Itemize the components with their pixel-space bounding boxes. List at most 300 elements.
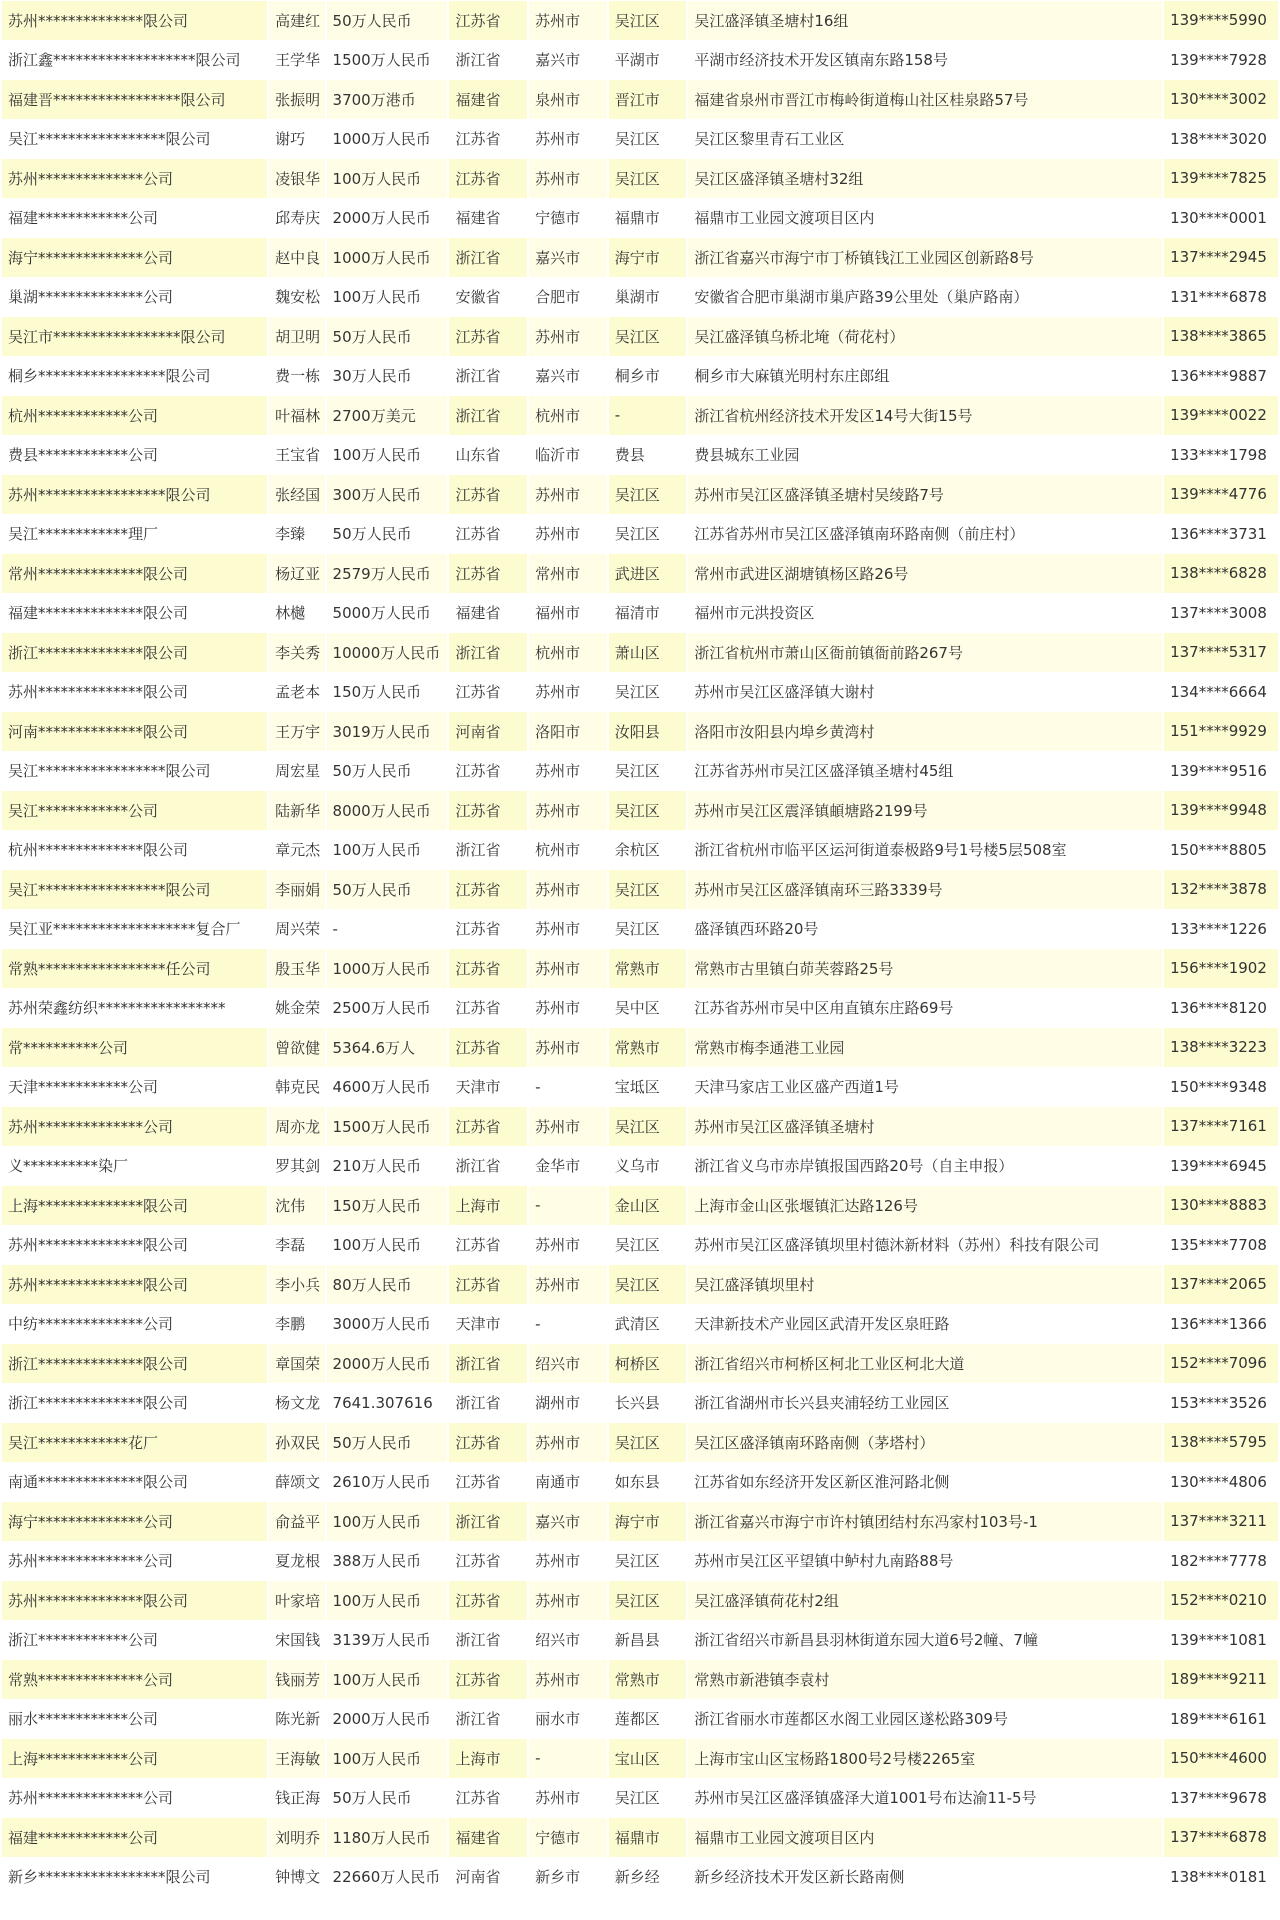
phone-cell: 137****9678 <box>1164 1779 1278 1818</box>
city-cell: 杭州市 <box>529 396 607 435</box>
address-cell: 上海市金山区张堰镇汇达路126号 <box>688 1186 1162 1225</box>
city-cell: 苏州市 <box>529 949 607 988</box>
phone-cell: 139****7928 <box>1164 41 1278 80</box>
address-cell: 吴江区黎里青石工业区 <box>688 120 1162 159</box>
table-row <box>2 1660 1278 1699</box>
city-cell: 嘉兴市 <box>529 1502 607 1541</box>
table-row <box>2 1265 1278 1304</box>
phone-cell: 138****5795 <box>1164 1423 1278 1462</box>
province-cell: 浙江省 <box>449 1384 527 1423</box>
company-name-cell: 福建************公司 <box>2 1818 267 1857</box>
legal-person-cell: 王宝省 <box>269 436 324 475</box>
address-cell: 天津马家店工业区盛产西道1号 <box>688 1068 1162 1107</box>
city-cell: 常州市 <box>529 554 607 593</box>
address-cell: 江苏省苏州市吴江区盛泽镇南环路南侧（前庄村） <box>688 515 1162 554</box>
district-cell: 吴江区 <box>609 1542 687 1581</box>
company-name-cell: 费县************公司 <box>2 436 267 475</box>
table-row <box>2 120 1278 159</box>
district-cell: 吴江区 <box>609 1423 687 1462</box>
phone-cell: 156****1902 <box>1164 949 1278 988</box>
phone-cell: 153****3526 <box>1164 1384 1278 1423</box>
city-cell: 金华市 <box>529 1147 607 1186</box>
company-name-cell: 浙江**************限公司 <box>2 1344 267 1383</box>
registered-capital-cell: 50万人民币 <box>327 1423 448 1462</box>
legal-person-cell: 赵中良 <box>269 238 324 277</box>
district-cell: 吴江区 <box>609 1107 687 1146</box>
district-cell: 吴江区 <box>609 673 687 712</box>
legal-person-cell: 李关秀 <box>269 633 324 672</box>
city-cell: 苏州市 <box>529 515 607 554</box>
registered-capital-cell: 3139万人民币 <box>327 1621 448 1660</box>
legal-person-cell: 章元杰 <box>269 831 324 870</box>
legal-person-cell: 夏龙根 <box>269 1542 324 1581</box>
table-row <box>2 199 1278 238</box>
registered-capital-cell: 5364.6万人 <box>327 1028 448 1067</box>
phone-cell: 137****3211 <box>1164 1502 1278 1541</box>
city-cell: 苏州市 <box>529 317 607 356</box>
legal-person-cell: 张振明 <box>269 80 324 119</box>
table-row <box>2 238 1278 277</box>
company-name-cell: 常熟*****************任公司 <box>2 949 267 988</box>
registered-capital-cell: 1000万人民币 <box>327 238 448 277</box>
registered-capital-cell: 80万人民币 <box>327 1265 448 1304</box>
registered-capital-cell: 4600万人民币 <box>327 1068 448 1107</box>
district-cell: 武清区 <box>609 1305 687 1344</box>
province-cell: 江苏省 <box>449 989 527 1028</box>
phone-cell: 139****4776 <box>1164 475 1278 514</box>
phone-cell: 150****8805 <box>1164 831 1278 870</box>
legal-person-cell: 叶家培 <box>269 1581 324 1620</box>
phone-cell: 133****1226 <box>1164 910 1278 949</box>
company-name-cell: 苏州*****************限公司 <box>2 475 267 514</box>
phone-cell: 138****6828 <box>1164 554 1278 593</box>
address-cell: 苏州市吴江区盛泽镇圣塘村吴绫路7号 <box>688 475 1162 514</box>
phone-cell: 139****1081 <box>1164 1621 1278 1660</box>
legal-person-cell: 沈伟 <box>269 1186 324 1225</box>
district-cell: 新昌县 <box>609 1621 687 1660</box>
city-cell: 杭州市 <box>529 633 607 672</box>
city-cell: 嘉兴市 <box>529 41 607 80</box>
city-cell: 苏州市 <box>529 1423 607 1462</box>
registered-capital-cell: 150万人民币 <box>327 1186 448 1225</box>
province-cell: 江苏省 <box>449 317 527 356</box>
registered-capital-cell: 50万人民币 <box>327 1779 448 1818</box>
district-cell: 吴江区 <box>609 870 687 909</box>
company-name-cell: 苏州**************公司 <box>2 1107 267 1146</box>
phone-cell: 182****7778 <box>1164 1542 1278 1581</box>
city-cell: 苏州市 <box>529 1581 607 1620</box>
district-cell: 海宁市 <box>609 238 687 277</box>
district-cell: 吴江区 <box>609 910 687 949</box>
company-name-cell: 南通**************限公司 <box>2 1463 267 1502</box>
registered-capital-cell: 100万人民币 <box>327 159 448 198</box>
province-cell: 江苏省 <box>449 791 527 830</box>
address-cell: 苏州市吴江区盛泽镇盛泽大道1001号布达渝11-5号 <box>688 1779 1162 1818</box>
registered-capital-cell: 210万人民币 <box>327 1147 448 1186</box>
phone-cell: 132****3878 <box>1164 870 1278 909</box>
legal-person-cell: 杨文龙 <box>269 1384 324 1423</box>
city-cell: 苏州市 <box>529 1028 607 1067</box>
company-name-cell: 上海**************限公司 <box>2 1186 267 1225</box>
company-name-cell: 苏州**************限公司 <box>2 1226 267 1265</box>
province-cell: 浙江省 <box>449 41 527 80</box>
province-cell: 江苏省 <box>449 1660 527 1699</box>
district-cell: 常熟市 <box>609 1028 687 1067</box>
legal-person-cell: 凌银华 <box>269 159 324 198</box>
phone-cell: 133****1798 <box>1164 436 1278 475</box>
province-cell: 江苏省 <box>449 910 527 949</box>
legal-person-cell: 张经国 <box>269 475 324 514</box>
province-cell: 江苏省 <box>449 120 527 159</box>
legal-person-cell: 高建红 <box>269 1 324 40</box>
table-row <box>2 357 1278 396</box>
province-cell: 浙江省 <box>449 1344 527 1383</box>
company-name-cell: 桐乡*****************限公司 <box>2 357 267 396</box>
city-cell: 丽水市 <box>529 1700 607 1739</box>
city-cell: 福州市 <box>529 594 607 633</box>
table-body <box>2 1 1278 1896</box>
phone-cell: 152****7096 <box>1164 1344 1278 1383</box>
province-cell: 江苏省 <box>449 515 527 554</box>
district-cell: 新乡经 <box>609 1858 687 1897</box>
table-row <box>2 1818 1278 1857</box>
company-name-cell: 常熟**************公司 <box>2 1660 267 1699</box>
district-cell: 长兴县 <box>609 1384 687 1423</box>
table-row <box>2 159 1278 198</box>
legal-person-cell: 章国荣 <box>269 1344 324 1383</box>
district-cell: 金山区 <box>609 1186 687 1225</box>
legal-person-cell: 陈光新 <box>269 1700 324 1739</box>
province-cell: 浙江省 <box>449 633 527 672</box>
address-cell: 江苏省如东经济开发区新区淮河路北侧 <box>688 1463 1162 1502</box>
legal-person-cell: 李小兵 <box>269 1265 324 1304</box>
company-name-cell: 吴江************理厂 <box>2 515 267 554</box>
company-name-cell: 巢湖**************公司 <box>2 278 267 317</box>
registered-capital-cell: 2700万美元 <box>327 396 448 435</box>
address-cell: 浙江省绍兴市新昌县羽林街道东园大道6号2幢、7幢 <box>688 1621 1162 1660</box>
table-row <box>2 1 1278 40</box>
table-row <box>2 515 1278 554</box>
district-cell: 福鼎市 <box>609 1818 687 1857</box>
district-cell: - <box>609 396 687 435</box>
phone-cell: 139****0022 <box>1164 396 1278 435</box>
table-row <box>2 1147 1278 1186</box>
province-cell: 山东省 <box>449 436 527 475</box>
district-cell: 常熟市 <box>609 1660 687 1699</box>
city-cell: 苏州市 <box>529 1660 607 1699</box>
table-row <box>2 1068 1278 1107</box>
registered-capital-cell: 50万人民币 <box>327 317 448 356</box>
legal-person-cell: 俞益平 <box>269 1502 324 1541</box>
district-cell: 汝阳县 <box>609 712 687 751</box>
address-cell: 平湖市经济技术开发区镇南东路158号 <box>688 41 1162 80</box>
registered-capital-cell: 50万人民币 <box>327 870 448 909</box>
city-cell: - <box>529 1186 607 1225</box>
registered-capital-cell: 8000万人民币 <box>327 791 448 830</box>
city-cell: 洛阳市 <box>529 712 607 751</box>
registered-capital-cell: 50万人民币 <box>327 515 448 554</box>
district-cell: 吴江区 <box>609 317 687 356</box>
company-name-cell: 吴江************公司 <box>2 791 267 830</box>
table-row <box>2 1305 1278 1344</box>
province-cell: 江苏省 <box>449 949 527 988</box>
legal-person-cell: 王万宇 <box>269 712 324 751</box>
registered-capital-cell: 3019万人民币 <box>327 712 448 751</box>
phone-cell: 136****8120 <box>1164 989 1278 1028</box>
registered-capital-cell: 1000万人民币 <box>327 120 448 159</box>
phone-cell: 130****0001 <box>1164 199 1278 238</box>
registered-capital-cell: 100万人民币 <box>327 278 448 317</box>
company-name-cell: 苏州**************公司 <box>2 1542 267 1581</box>
table-row <box>2 831 1278 870</box>
table-row <box>2 594 1278 633</box>
registered-capital-cell: 388万人民币 <box>327 1542 448 1581</box>
city-cell: 嘉兴市 <box>529 238 607 277</box>
district-cell: 义乌市 <box>609 1147 687 1186</box>
city-cell: 苏州市 <box>529 1542 607 1581</box>
legal-person-cell: 刘明乔 <box>269 1818 324 1857</box>
city-cell: 新乡市 <box>529 1858 607 1897</box>
phone-cell: 138****3020 <box>1164 120 1278 159</box>
phone-cell: 136****3731 <box>1164 515 1278 554</box>
district-cell: 吴江区 <box>609 1226 687 1265</box>
company-name-cell: 浙江************公司 <box>2 1621 267 1660</box>
phone-cell: 138****0181 <box>1164 1858 1278 1897</box>
phone-cell: 130****8883 <box>1164 1186 1278 1225</box>
city-cell: 苏州市 <box>529 1226 607 1265</box>
company-name-cell: 中纺**************公司 <box>2 1305 267 1344</box>
registered-capital-cell: 3700万港币 <box>327 80 448 119</box>
table-row <box>2 1779 1278 1818</box>
province-cell: 江苏省 <box>449 1226 527 1265</box>
district-cell: 费县 <box>609 436 687 475</box>
province-cell: 江苏省 <box>449 1028 527 1067</box>
province-cell: 江苏省 <box>449 1423 527 1462</box>
legal-person-cell: 杨辽亚 <box>269 554 324 593</box>
address-cell: 吴江盛泽镇乌桥北埯（荷花村） <box>688 317 1162 356</box>
province-cell: 河南省 <box>449 712 527 751</box>
legal-person-cell: 李丽娟 <box>269 870 324 909</box>
legal-person-cell: 曾欲健 <box>269 1028 324 1067</box>
registered-capital-cell: 1500万人民币 <box>327 41 448 80</box>
district-cell: 柯桥区 <box>609 1344 687 1383</box>
address-cell: 苏州市吴江区平望镇中鲈村九南路88号 <box>688 1542 1162 1581</box>
city-cell: 苏州市 <box>529 1 607 40</box>
company-name-cell: 吴江亚*******************复合厂 <box>2 910 267 949</box>
address-cell: 浙江省义乌市赤岸镇报国西路20号（自主申报） <box>688 1147 1162 1186</box>
legal-person-cell: 宋国钱 <box>269 1621 324 1660</box>
table-row <box>2 989 1278 1028</box>
province-cell: 浙江省 <box>449 357 527 396</box>
province-cell: 江苏省 <box>449 1107 527 1146</box>
phone-cell: 137****6878 <box>1164 1818 1278 1857</box>
city-cell: 绍兴市 <box>529 1344 607 1383</box>
address-cell: 福州市元洪投资区 <box>688 594 1162 633</box>
company-name-cell: 福建************公司 <box>2 199 267 238</box>
phone-cell: 131****6878 <box>1164 278 1278 317</box>
phone-cell: 139****9516 <box>1164 752 1278 791</box>
phone-cell: 135****7708 <box>1164 1226 1278 1265</box>
district-cell: 武进区 <box>609 554 687 593</box>
registered-capital-cell: 1500万人民币 <box>327 1107 448 1146</box>
legal-person-cell: 林樾 <box>269 594 324 633</box>
address-cell: 苏州市吴江区盛泽镇圣塘村 <box>688 1107 1162 1146</box>
phone-cell: 137****7161 <box>1164 1107 1278 1146</box>
district-cell: 海宁市 <box>609 1502 687 1541</box>
company-name-cell: 吴江*****************限公司 <box>2 870 267 909</box>
table-row <box>2 317 1278 356</box>
province-cell: 浙江省 <box>449 831 527 870</box>
company-name-cell: 吴江市*****************限公司 <box>2 317 267 356</box>
legal-person-cell: 周宏星 <box>269 752 324 791</box>
province-cell: 福建省 <box>449 1818 527 1857</box>
city-cell: 苏州市 <box>529 1265 607 1304</box>
registered-capital-cell: 1000万人民币 <box>327 949 448 988</box>
city-cell: 宁德市 <box>529 1818 607 1857</box>
company-name-cell: 常**********公司 <box>2 1028 267 1067</box>
address-cell: 吴江区盛泽镇南环路南侧（茅塔村） <box>688 1423 1162 1462</box>
company-name-cell: 浙江鑫*******************限公司 <box>2 41 267 80</box>
registered-capital-cell: 3000万人民币 <box>327 1305 448 1344</box>
legal-person-cell: 韩克民 <box>269 1068 324 1107</box>
company-name-cell: 浙江**************限公司 <box>2 1384 267 1423</box>
company-name-cell: 苏州**************限公司 <box>2 1581 267 1620</box>
table-row <box>2 1384 1278 1423</box>
legal-person-cell: 陆新华 <box>269 791 324 830</box>
phone-cell: 189****9211 <box>1164 1660 1278 1699</box>
province-cell: 江苏省 <box>449 1581 527 1620</box>
legal-person-cell: 李臻 <box>269 515 324 554</box>
phone-cell: 152****0210 <box>1164 1581 1278 1620</box>
phone-cell: 130****4806 <box>1164 1463 1278 1502</box>
legal-person-cell: 王学华 <box>269 41 324 80</box>
district-cell: 平湖市 <box>609 41 687 80</box>
registered-capital-cell: 300万人民币 <box>327 475 448 514</box>
legal-person-cell: 薛颂文 <box>269 1463 324 1502</box>
city-cell: - <box>529 1739 607 1778</box>
district-cell: 吴江区 <box>609 1265 687 1304</box>
district-cell: 吴江区 <box>609 752 687 791</box>
province-cell: 浙江省 <box>449 1147 527 1186</box>
company-name-cell: 天津************公司 <box>2 1068 267 1107</box>
district-cell: 吴江区 <box>609 159 687 198</box>
province-cell: 江苏省 <box>449 554 527 593</box>
province-cell: 河南省 <box>449 1858 527 1897</box>
table-row <box>2 396 1278 435</box>
registered-capital-cell: 10000万人民币 <box>327 633 448 672</box>
city-cell: 嘉兴市 <box>529 357 607 396</box>
registered-capital-cell: - <box>327 910 448 949</box>
city-cell: 合肥市 <box>529 278 607 317</box>
phone-cell: 151****9929 <box>1164 712 1278 751</box>
address-cell: 福鼎市工业园文渡项目区内 <box>688 1818 1162 1857</box>
company-name-cell: 苏州**************限公司 <box>2 1 267 40</box>
phone-cell: 139****6945 <box>1164 1147 1278 1186</box>
table-row <box>2 1581 1278 1620</box>
table-row <box>2 475 1278 514</box>
address-cell: 浙江省杭州市临平区运河街道泰极路9号1号楼5层508室 <box>688 831 1162 870</box>
table-row <box>2 1028 1278 1067</box>
address-cell: 天津新技术产业园区武清开发区泉旺路 <box>688 1305 1162 1344</box>
registered-capital-cell: 100万人民币 <box>327 1226 448 1265</box>
address-cell: 吴江盛泽镇圣塘村16组 <box>688 1 1162 40</box>
address-cell: 上海市宝山区宝杨路1800号2号楼2265室 <box>688 1739 1162 1778</box>
legal-person-cell: 魏安松 <box>269 278 324 317</box>
address-cell: 常熟市梅李通港工业园 <box>688 1028 1162 1067</box>
legal-person-cell: 钱正海 <box>269 1779 324 1818</box>
legal-person-cell: 殷玉华 <box>269 949 324 988</box>
phone-cell: 150****9348 <box>1164 1068 1278 1107</box>
legal-person-cell: 费一栋 <box>269 357 324 396</box>
company-name-cell: 常州**************限公司 <box>2 554 267 593</box>
province-cell: 天津市 <box>449 1068 527 1107</box>
province-cell: 江苏省 <box>449 1542 527 1581</box>
phone-cell: 137****5317 <box>1164 633 1278 672</box>
company-name-cell: 浙江**************限公司 <box>2 633 267 672</box>
legal-person-cell: 周亦龙 <box>269 1107 324 1146</box>
registered-capital-cell: 50万人民币 <box>327 1 448 40</box>
table-row <box>2 791 1278 830</box>
province-cell: 安徽省 <box>449 278 527 317</box>
table-row <box>2 554 1278 593</box>
address-cell: 苏州市吴江区盛泽镇南环三路3339号 <box>688 870 1162 909</box>
city-cell: 苏州市 <box>529 1779 607 1818</box>
company-name-cell: 吴江*****************限公司 <box>2 752 267 791</box>
district-cell: 巢湖市 <box>609 278 687 317</box>
address-cell: 浙江省湖州市长兴县夹浦轻纺工业园区 <box>688 1384 1162 1423</box>
company-name-cell: 苏州**************限公司 <box>2 673 267 712</box>
district-cell: 吴江区 <box>609 1581 687 1620</box>
legal-person-cell: 姚金荣 <box>269 989 324 1028</box>
address-cell: 浙江省嘉兴市海宁市丁桥镇钱江工业园区创新路8号 <box>688 238 1162 277</box>
table-row <box>2 752 1278 791</box>
phone-cell: 136****9887 <box>1164 357 1278 396</box>
company-name-cell: 苏州**************限公司 <box>2 1265 267 1304</box>
registered-capital-cell: 2500万人民币 <box>327 989 448 1028</box>
table-row <box>2 1344 1278 1383</box>
province-cell: 上海市 <box>449 1739 527 1778</box>
table-row <box>2 436 1278 475</box>
district-cell: 如东县 <box>609 1463 687 1502</box>
registered-capital-cell: 30万人民币 <box>327 357 448 396</box>
phone-cell: 138****3223 <box>1164 1028 1278 1067</box>
company-name-cell: 新乡*****************限公司 <box>2 1858 267 1897</box>
phone-cell: 139****5990 <box>1164 1 1278 40</box>
province-cell: 浙江省 <box>449 1621 527 1660</box>
province-cell: 福建省 <box>449 594 527 633</box>
district-cell: 吴江区 <box>609 515 687 554</box>
province-cell: 福建省 <box>449 80 527 119</box>
phone-cell: 136****1366 <box>1164 1305 1278 1344</box>
district-cell: 宝坻区 <box>609 1068 687 1107</box>
district-cell: 吴江区 <box>609 1 687 40</box>
city-cell: 苏州市 <box>529 752 607 791</box>
address-cell: 浙江省杭州市萧山区衙前镇衙前路267号 <box>688 633 1162 672</box>
city-cell: - <box>529 1068 607 1107</box>
province-cell: 江苏省 <box>449 159 527 198</box>
table-row <box>2 1463 1278 1502</box>
province-cell: 浙江省 <box>449 1700 527 1739</box>
city-cell: 苏州市 <box>529 159 607 198</box>
district-cell: 吴江区 <box>609 1779 687 1818</box>
registered-capital-cell: 100万人民币 <box>327 831 448 870</box>
address-cell: 盛泽镇西环路20号 <box>688 910 1162 949</box>
legal-person-cell: 李磊 <box>269 1226 324 1265</box>
address-cell: 常州市武进区湖塘镇杨区路26号 <box>688 554 1162 593</box>
registered-capital-cell: 150万人民币 <box>327 673 448 712</box>
phone-cell: 138****3865 <box>1164 317 1278 356</box>
city-cell: 苏州市 <box>529 1107 607 1146</box>
